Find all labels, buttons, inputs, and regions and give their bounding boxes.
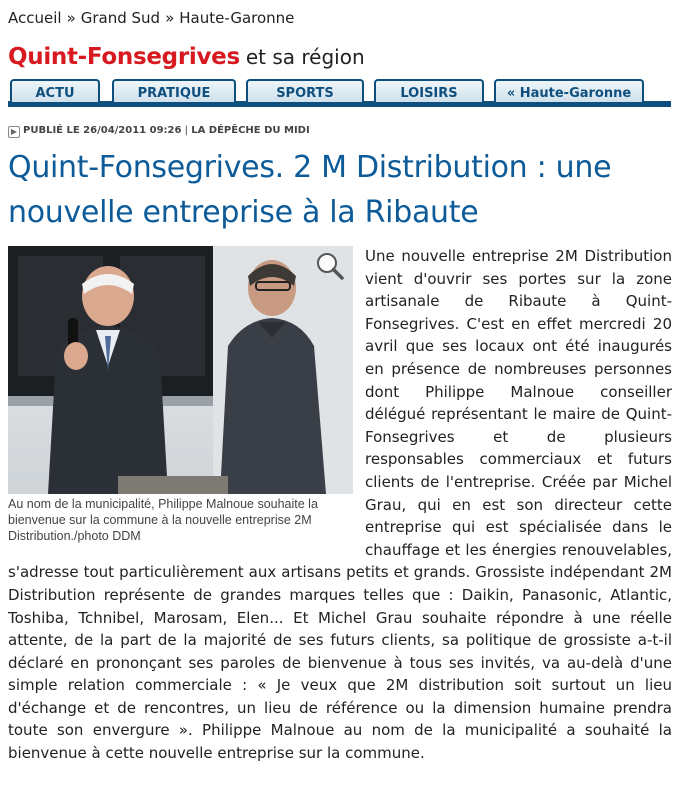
article-body bbox=[8, 245, 672, 765]
article-source: LA DÉPÊCHE DU MIDI bbox=[191, 125, 310, 136]
publish-date: PUBLIÉ LE 26/04/2011 09:26 bbox=[23, 125, 182, 136]
tab-actu[interactable]: ACTU bbox=[10, 79, 100, 102]
breadcrumb-link-grand-sud[interactable]: Grand Sud bbox=[80, 9, 161, 27]
article-title: Quint-Fonsegrives. 2 M Distribution : une nouvelle entreprise à la Ribaute bbox=[8, 150, 612, 230]
breadcrumb bbox=[8, 9, 294, 27]
breadcrumb-link-haute-garonne[interactable]: Haute-Garonne bbox=[179, 9, 295, 27]
tab-pratique[interactable]: PRATIQUE bbox=[112, 79, 236, 102]
breadcrumb-separator: » bbox=[165, 9, 175, 27]
site-title bbox=[8, 44, 365, 70]
tab-sports[interactable]: SPORTS bbox=[246, 79, 364, 102]
tab-loisirs[interactable]: LOISIRS bbox=[374, 79, 484, 102]
tab-haute-garonne[interactable]: « Haute-Garonne bbox=[494, 79, 644, 102]
photo-caption: Au nom de la municipalité, Philippe Malnoue souhaite la bienvenue sur la commune à la nouvelle entreprise 2M Distribution./photo DDM bbox=[8, 497, 318, 543]
section-nav bbox=[8, 79, 671, 109]
arrow-right-icon: ▶ bbox=[8, 126, 20, 138]
site-region-label: et sa région bbox=[245, 45, 365, 69]
breadcrumb-link-accueil[interactable]: Accueil bbox=[8, 9, 62, 27]
site-city-name[interactable]: Quint-Fonsegrives bbox=[8, 44, 240, 70]
article-meta bbox=[8, 125, 310, 138]
breadcrumb-separator: » bbox=[66, 9, 76, 27]
meta-divider: | bbox=[184, 125, 189, 136]
article-text: Une nouvelle entreprise 2M Distribution vient d'ouvrir ses portes sur la zone artisanale de Ribaute à Quint-Fonsegrives. C'est en effet mercredi 20 avril que ses locaux ont été inaugurés en présence de nombreuses personnes dont Philippe Malnoue conseiller délégué représentant le maire de Quint-Fonsegrives et de plusieurs responsables commerciaux et futurs clients de l'entreprise. Créée par Michel Grau, qui en est son directeur cette entreprise qui est spécialisée dans le chauffage et les énergies renouvelables, s'adresse tout particulièrement aux artisans petits et grands. Grossiste indépendant 2M Distribution représente de grandes marques telles que : Daikin, Panasonic, Atlantic, Toshiba, Tchnibel, Marosam, Elen... Et Michel Grau souhaite répondre à une réelle attente, de la part de la majorité de ses futurs clients, sa politique de grossiste a-t-il déclaré en prononçant ses paroles de bienvenue à tous ses invités, va au-delà d'une simple relation commerciale : « Je veux que 2M distribution soit surtout un lieu d'échange et de rencontres, un lieu de référence ou la dimension humaine prendra toute son envergure ». Philippe Malnoue au nom de la municipalité a souhaité la bienvenue à cette nouvelle entreprise sur la commune. bbox=[8, 247, 672, 763]
photo-wrap-spacer bbox=[8, 245, 365, 561]
